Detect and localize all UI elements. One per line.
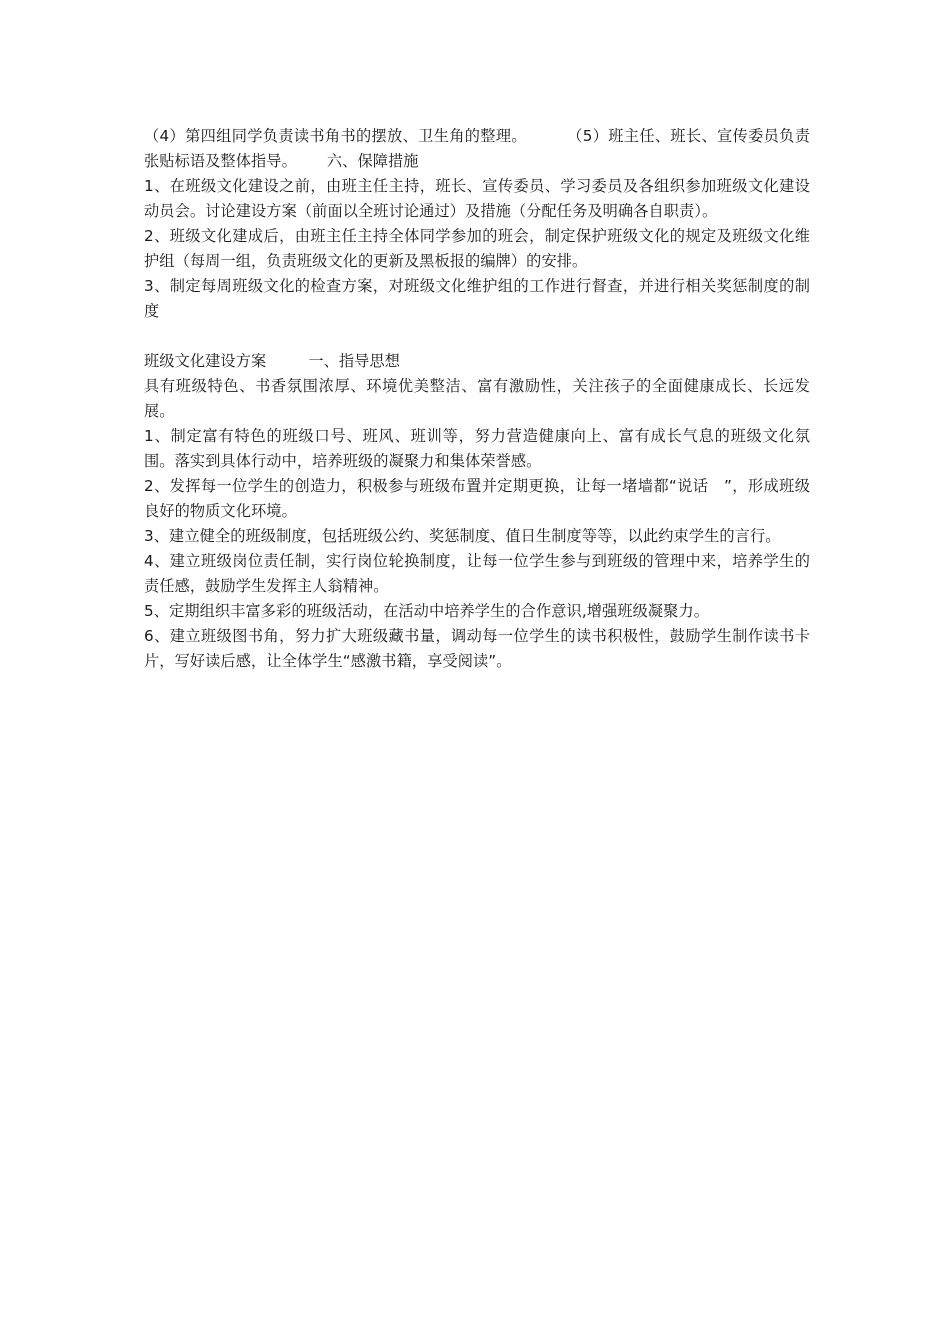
safeguard-item-1: 1、在班级文化建设之前，由班主任主持，班长、宣传委员、学习委员及各组织参加班级文化建设动员会。讨论建设方案（前面以全班讨论通过）及措施（分配任务及明确各自职责）。 [144,177,810,220]
document-body [144,124,810,674]
duty-group-four: （4）第四组同学负责读书角书的摆放、卫生角的整理。 [144,127,527,145]
safeguard-item-2: 2、班级文化建成后，由班主任主持全体同学参加的班会，制定保护班级文化的规定及班级文化维护组（每周一组，负责班级文化的更新及黑板报的编牌）的安排。 [144,227,810,270]
paragraph-spacer [144,324,810,349]
plan-title: 班级文化建设方案 [144,352,267,370]
plan-item-6: 6、建立班级图书角，努力扩大班级藏书量，调动每一位学生的读书积极性，鼓励学生制作读书卡片，写好读后感，让全体学生“感激书籍，享受阅读”。 [144,627,810,670]
plan-item-2-part-b: ，形成班级良好的物质文化环境。 [144,477,810,520]
duty-head-teacher: （5）班主任、班长、宣传委员负责张贴标语及整体指导。 [144,127,810,170]
heading-guiding-ideology: 一、指导思想 [308,352,401,370]
plan-item-2 [144,474,810,524]
safeguard-item-3: 3、制定每周班级文化的检查方案，对班级文化维护组的工作进行督查，并进行相关奖惩制度的制度 [144,277,810,320]
plan-intro: 具有班级特色、书香氛围浓厚、环境优美整洁、富有激励性，关注孩子的全面健康成长、长远发展。 [144,377,810,420]
plan-item-2-part-a: 2、发挥每一位学生的创造力，积极参与班级布置并定期更换，让每一堵墙都“说话 ” [144,477,732,495]
plan-heading [144,349,810,374]
plan-item-1: 1、制定富有特色的班级口号、班风、班训等，努力营造健康向上、富有成长气息的班级文化氛围。落实到具体行动中，培养班级的凝聚力和集体荣誉感。 [144,427,810,470]
plan-item-3: 3、建立健全的班级制度，包括班级公约、奖惩制度、值日生制度等等，以此约束学生的言行。 [144,527,781,545]
plan-item-4: 4、建立班级岗位责任制，实行岗位轮换制度，让每一位学生参与到班级的管理中来，培养学生的责任感，鼓励学生发挥主人翁精神。 [144,552,810,595]
plan-item-5: 5、定期组织丰富多彩的班级活动，在活动中培养学生的合作意识,增强班级凝聚力。 [144,602,710,620]
paragraph-duties [144,124,810,174]
heading-safeguards: 六、保障措施 [326,152,419,170]
